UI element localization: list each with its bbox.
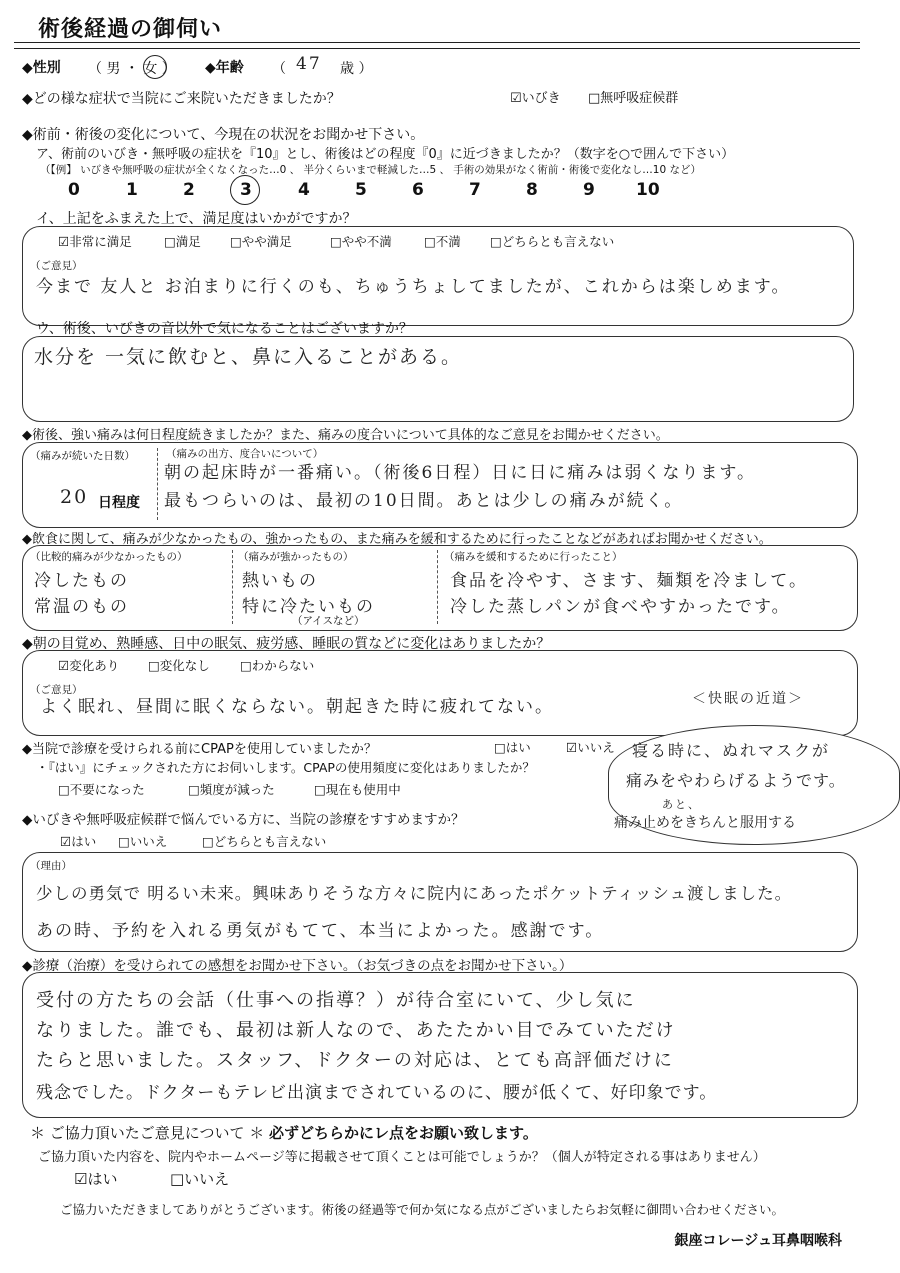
title-divider (14, 42, 860, 49)
symptom-apnea-checkbox[interactable]: □無呼吸症候群 (588, 91, 679, 106)
bubble-line-4[interactable]: 痛み止めをきちんと服用する (614, 815, 796, 831)
sleep-opinion-text[interactable]: よく眠れ、昼間に眠くならない。朝起きた時に疲れてない。 (40, 697, 555, 717)
scale-5[interactable]: 5 (355, 180, 367, 200)
recommend-question: ◆いびきや無呼吸症候群で悩んでいる方に、当院の診療をすすめますか？ (22, 812, 465, 828)
change-example: （【例】 いびきや無呼吸の症状が全くなくなった…0 、 半分くらいまで軽減した…5 、 手術の効果がなく術前・術後で変化なし…10 など） (40, 164, 701, 176)
footer-cooperation-text: ＊ ご協力頂いたご意見について ＊ (30, 1124, 270, 1142)
bubble-line-1[interactable]: 寝る時に、ぬれマスクが (632, 741, 831, 760)
impression-line-4[interactable]: 残念でした。ドクターもテレビ出演までされているのに、腰が低くて、好印象です。 (36, 1083, 718, 1103)
recommend-no-checkbox[interactable]: □いいえ (118, 834, 168, 849)
scale-selected-circle (230, 175, 260, 205)
scale-4[interactable]: 4 (298, 180, 310, 200)
gender-selected-circle (143, 55, 167, 79)
sleep-unknown-checkbox[interactable]: □わからない (240, 658, 315, 673)
pain-box-divider (157, 448, 158, 520)
scale-10[interactable]: 10 (636, 180, 660, 200)
satisfaction-opinion-text[interactable]: 今まで 友人と お泊まりに行くのも、ちゅうちょしてましたが、これからは楽しめます。 (36, 277, 791, 297)
food-col3-line-1[interactable]: 食品を冷やす、さます、麺類を冷まして。 (450, 571, 808, 591)
impression-line-2[interactable]: なりました。誰でも、最初は新人なので、あたたかい目でみていただけ (36, 1020, 676, 1041)
cpap-still-using-checkbox[interactable]: □現在も使用中 (314, 782, 401, 797)
footer-cooperation-heading (30, 1122, 538, 1143)
food-col1-line-2[interactable]: 常温のもの (34, 597, 129, 617)
satisfaction-very-satisfied[interactable]: ☑非常に満足 (58, 234, 132, 249)
food-col2-line-1[interactable]: 熱いもの (242, 571, 318, 591)
age-unit: 歳 ） (340, 61, 373, 77)
satisfaction-question: イ、上記をふまえた上で、満足度はいかがですか？ (36, 211, 357, 227)
scale-9[interactable]: 9 (583, 180, 595, 200)
food-box-divider-2 (437, 550, 438, 624)
cpap-question: ◆当院で診療を受けられる前にCPAPを使用していましたか？ (22, 742, 377, 757)
satisfaction-neither[interactable]: □どちらとも言えない (490, 234, 615, 249)
food-col2-label: （痛みが強かったもの） (238, 551, 354, 563)
scale-1[interactable]: 1 (126, 180, 138, 200)
recommend-reason-line-2[interactable]: あの時、予約を入れる勇気がもてて、本当によかった。感謝です。 (36, 921, 605, 941)
pain-detail-label: （痛みの出方、度合いについて） (166, 448, 324, 460)
satisfaction-opinion-label: （ご意見） (30, 260, 83, 272)
footer-permission-question: ご協力頂いた内容を、院内やホームページ等に掲載させて頂くことは可能でしょうか？（個人が特定される事はありません） (38, 1150, 766, 1165)
other-concerns-answer[interactable]: 水分を 一気に飲むと、鼻に入ることがある。 (34, 346, 463, 368)
recommend-neither-checkbox[interactable]: □どちらとも言えない (202, 834, 327, 849)
food-col1-line-1[interactable]: 冷したもの (34, 571, 129, 591)
cpap-yes-checkbox[interactable]: □はい (494, 740, 531, 755)
gender-options[interactable]: （ 男 ・ 女 ） (88, 61, 176, 77)
impression-line-3[interactable]: たらと思いました。スタッフ、ドクターの対応は、とても高評価だけに (36, 1050, 674, 1071)
scale-0[interactable]: 0 (68, 180, 80, 200)
food-col1-label: （比較的痛みが少なかったもの） (30, 551, 188, 563)
satisfaction-satisfied[interactable]: □満足 (164, 234, 201, 249)
food-box-divider-1 (232, 550, 233, 624)
age-label: ◆年齢 (205, 60, 244, 76)
change-question-a: ア、術前のいびき・無呼吸の症状を『10』とし、術後はどの程度『0』に近づきましたか？（数字を○で囲んで下さい） (36, 147, 735, 162)
cpap-sub-question: ・『はい』にチェックされた方にお伺いします。CPAPの使用頻度に変化はありましたか？ (36, 760, 535, 775)
pain-days-label: （痛みが続いた日数） (30, 450, 135, 462)
sleep-no-change-checkbox[interactable]: □変化なし (148, 658, 210, 673)
bubble-line-2[interactable]: 痛みをやわらげるようです。 (626, 771, 846, 790)
food-col2-line-2[interactable]: 特に冷たいもの (242, 597, 375, 617)
food-question: ◆飲食に関して、痛みが少なかったもの、強かったもの、また痛みを緩和するために行ったことなどがあればお聞かせください。 (22, 532, 772, 547)
symptom-snoring-checkbox[interactable]: ☑いびき (510, 91, 561, 106)
sleep-opinion-label: （ご意見） (30, 684, 83, 696)
pain-detail-line-2[interactable]: 最もつらいのは、最初の10日間。あとは少しの痛みが続く。 (164, 491, 684, 511)
satisfaction-unsatisfied[interactable]: □不満 (424, 234, 461, 249)
scale-6[interactable]: 6 (412, 180, 424, 200)
cpap-no-longer-needed-checkbox[interactable]: □不要になった (58, 782, 145, 797)
cpap-no-checkbox[interactable]: ☑いいえ (566, 740, 615, 755)
sleep-opinion-note[interactable]: ＜快眠の近道＞ (692, 691, 804, 707)
pain-question: ◆術後、強い痛みは何日程度続きましたか？また、痛みの度合いについて具体的なご意見をお聞かせください。 (22, 428, 669, 443)
scale-7[interactable]: 7 (469, 180, 481, 200)
recommend-reason-label: （理由） (30, 860, 72, 872)
footer-permission-yes[interactable]: ☑はい (74, 1170, 118, 1188)
pain-detail-line-1[interactable]: 朝の起床時が一番痛い。（術後6日程）日に日に痛みは弱くなります。 (164, 463, 756, 483)
footer-thanks: ご協力いただきましてありがとうございます。術後の経過等で何か気になる点がございましたらお気軽に御問い合わせください。 (60, 1202, 785, 1217)
impression-question: ◆診療（治療）を受けられての感想をお聞かせ下さい。（お気づきの点をお聞かせ下さい。） (22, 958, 573, 974)
pain-days-value[interactable]: 20 (60, 486, 89, 508)
food-col2-line-3[interactable]: （アイスなど） (292, 615, 365, 627)
age-value[interactable]: 47 (296, 54, 322, 74)
gender-label: ◆性別 (22, 60, 61, 76)
change-question: ◆術前・術後の変化について、今現在の状況をお聞かせ下さい。 (22, 127, 425, 143)
cpap-reduced-checkbox[interactable]: □頻度が減った (188, 782, 275, 797)
page-title: 術後経過の御伺い (38, 17, 223, 42)
age-open-paren: （ (272, 61, 286, 77)
other-concerns-question: ウ、術後、いびきの音以外で気になることはございますか？ (36, 321, 413, 337)
symptom-question: ◆どの様な症状で当院にご来院いただきましたか？ (22, 91, 341, 107)
clinic-name: 銀座コレージュ耳鼻咽喉科 (674, 1233, 842, 1249)
scale-8[interactable]: 8 (526, 180, 538, 200)
food-col3-label: （痛みを緩和するために行ったこと） (444, 551, 623, 563)
pain-days-unit: 日程度 (98, 495, 140, 511)
pain-box (22, 442, 858, 528)
satisfaction-somewhat-satisfied[interactable]: □やや満足 (230, 234, 292, 249)
recommend-reason-line-1[interactable]: 少しの勇気で 明るい未来。興味ありそうな方々に院内にあったポケットティッシュ渡しました。 (36, 884, 793, 903)
sleep-changed-checkbox[interactable]: ☑変化あり (58, 658, 120, 673)
scale-2[interactable]: 2 (183, 180, 195, 200)
sleep-question: ◆朝の目覚め、熟睡感、日中の眠気、疲労感、睡眠の質などに変化はありましたか？ (22, 636, 551, 652)
footer-cooperation-bold: 必ずどちらかにレ点をお願い致します。 (269, 1124, 538, 1142)
satisfaction-somewhat-unsatisfied[interactable]: □やや不満 (330, 234, 392, 249)
food-col3-line-2[interactable]: 冷した蒸しパンが食べやすかったです。 (450, 597, 791, 617)
scale-3[interactable]: 3 (240, 180, 252, 200)
bubble-line-3[interactable]: あと、 (662, 798, 701, 811)
footer-permission-no[interactable]: □いいえ (170, 1170, 230, 1188)
recommend-yes-checkbox[interactable]: ☑はい (60, 834, 97, 849)
impression-line-1[interactable]: 受付の方たちの会話（仕事への指導？）が待合室にいて、少し気に (36, 990, 636, 1011)
